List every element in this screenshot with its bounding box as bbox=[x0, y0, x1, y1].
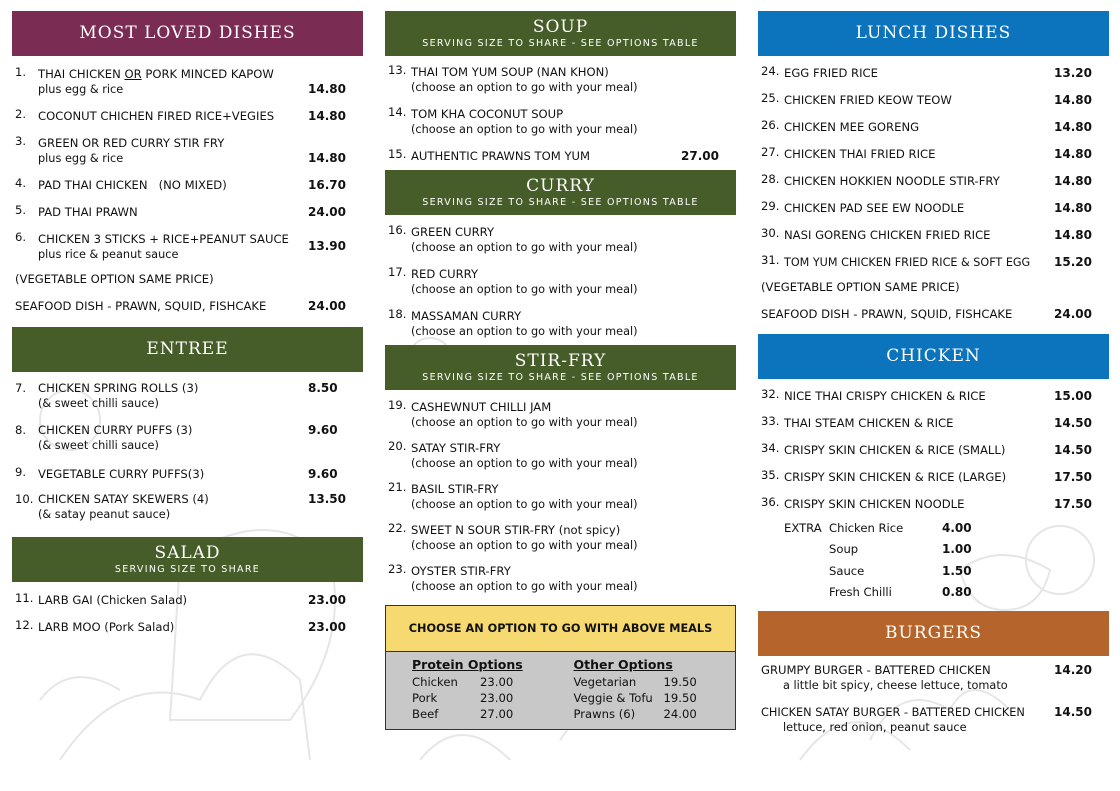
item-price: 14.80 bbox=[1054, 120, 1092, 134]
option-name: Vegetarian bbox=[573, 675, 637, 689]
option-price: 27.00 bbox=[480, 707, 514, 721]
item-desc: (choose an option to go with your meal) bbox=[411, 283, 638, 296]
burgers-header bbox=[758, 611, 1109, 656]
menu-item bbox=[388, 521, 733, 553]
menu-item bbox=[388, 398, 733, 430]
menu-item bbox=[15, 381, 360, 413]
item-desc: (& sweet chilli sauce) bbox=[38, 439, 159, 452]
item-desc: a little bit spicy, cheese lettuce, tomato bbox=[783, 679, 1008, 692]
seafood-note bbox=[758, 307, 1109, 324]
extra-price: 1.50 bbox=[942, 563, 972, 578]
item-number: 22. bbox=[388, 521, 407, 535]
menu-item bbox=[388, 439, 733, 471]
item-name: CHICKEN CURRY PUFFS (3) bbox=[38, 423, 193, 437]
menu-item bbox=[761, 199, 1106, 216]
note-text: (VEGETABLE OPTION SAME PRICE) bbox=[15, 272, 214, 286]
item-name: CHICKEN SATAY SKEWERS (4) bbox=[38, 492, 209, 506]
item-desc: (choose an option to go with your meal) bbox=[411, 241, 638, 254]
protein-options bbox=[412, 657, 574, 729]
menu-item bbox=[388, 105, 733, 137]
option-price: 23.00 bbox=[480, 691, 514, 705]
extra-label: EXTRA bbox=[784, 520, 822, 535]
option-name: Prawns (6) bbox=[573, 707, 636, 721]
item-number: 30. bbox=[761, 226, 780, 240]
section-title: BURGERS bbox=[884, 623, 983, 643]
item-name: MASSAMAN CURRY bbox=[411, 309, 522, 323]
menu-item bbox=[15, 134, 360, 166]
section-title: STIR-FRY bbox=[514, 350, 607, 371]
note-text: SEAFOOD DISH - PRAWN, SQUID, FISHCAKE bbox=[761, 307, 1013, 321]
item-price: 14.50 bbox=[1054, 443, 1092, 457]
column-left bbox=[12, 11, 363, 635]
option-row bbox=[412, 690, 574, 706]
item-name: THAI STEAM CHICKEN & RICE bbox=[784, 416, 954, 430]
item-name: SWEET N SOUR STIR-FRY (not spicy) bbox=[411, 523, 621, 537]
option-name: Chicken bbox=[412, 675, 458, 689]
item-number: 19. bbox=[388, 398, 407, 412]
section-subtitle: SERVING SIZE TO SHARE - SEE OPTIONS TABLE bbox=[422, 196, 699, 208]
item-desc: (choose an option to go with your meal) bbox=[411, 580, 638, 593]
item-price: 13.50 bbox=[308, 492, 346, 506]
menu-item bbox=[761, 705, 1106, 737]
item-number: 23. bbox=[388, 562, 407, 576]
menu-item bbox=[761, 387, 1106, 404]
most-loved-header bbox=[12, 11, 363, 56]
menu-item bbox=[15, 107, 360, 124]
item-name: OYSTER STIR-FRY bbox=[411, 564, 511, 578]
item-name: PAD THAI CHICKEN (NO MIXED) bbox=[38, 178, 227, 192]
item-number: 29. bbox=[761, 199, 780, 213]
note-text: SEAFOOD DISH - PRAWN, SQUID, FISHCAKE bbox=[15, 299, 267, 313]
item-price: 15.20 bbox=[1054, 255, 1092, 269]
menu-item bbox=[761, 172, 1106, 189]
chicken-list bbox=[758, 379, 1109, 512]
item-number: 3. bbox=[15, 134, 27, 148]
menu-item bbox=[761, 118, 1106, 135]
extra-price: 1.00 bbox=[942, 542, 972, 557]
item-desc: (choose an option to go with your meal) bbox=[411, 416, 638, 429]
item-name: CRISPY SKIN CHICKEN & RICE (SMALL) bbox=[784, 443, 1006, 457]
menu-item bbox=[761, 91, 1106, 108]
other-options bbox=[574, 657, 736, 729]
menu-item bbox=[15, 591, 360, 608]
item-number: 31. bbox=[761, 253, 780, 267]
menu-item bbox=[15, 465, 360, 482]
menu-item bbox=[388, 307, 733, 339]
item-number: 33. bbox=[761, 414, 780, 428]
item-desc: lettuce, red onion, peanut sauce bbox=[783, 721, 967, 734]
section-subtitle: SERVING SIZE TO SHARE - SEE OPTIONS TABLE bbox=[422, 37, 699, 49]
item-name: THAI CHICKEN OR PORK MINCED KAPOW bbox=[38, 67, 274, 81]
menu-item bbox=[388, 480, 733, 512]
entree-list bbox=[12, 372, 363, 524]
entree-header bbox=[12, 327, 363, 372]
item-number: 4. bbox=[15, 176, 27, 190]
item-name: CHICKEN SATAY BURGER - BATTERED CHICKEN bbox=[761, 706, 1025, 719]
item-name: GREEN OR RED CURRY STIR FRY bbox=[38, 136, 225, 150]
soup-list bbox=[385, 56, 736, 164]
item-desc: (choose an option to go with your meal) bbox=[411, 325, 638, 338]
menu-item bbox=[15, 65, 360, 97]
item-price: 15.00 bbox=[1054, 389, 1092, 403]
item-price: 14.80 bbox=[308, 151, 346, 165]
option-price: 23.00 bbox=[480, 675, 514, 689]
item-name: CHICKEN HOKKIEN NOODLE STIR-FRY bbox=[784, 174, 1000, 188]
item-price: 14.80 bbox=[1054, 228, 1092, 242]
other-options-title: Other Options bbox=[573, 657, 673, 672]
extra-row bbox=[784, 582, 1109, 604]
item-number: 27. bbox=[761, 145, 780, 159]
menu-item bbox=[388, 147, 733, 164]
item-name: CHICKEN FRIED KEOW TEOW bbox=[784, 93, 952, 107]
menu-item bbox=[761, 253, 1106, 270]
salad-list bbox=[12, 582, 363, 635]
item-desc: plus egg & rice bbox=[38, 83, 124, 96]
item-price: 13.90 bbox=[308, 238, 346, 253]
options-body bbox=[386, 652, 735, 729]
item-number: 2. bbox=[15, 107, 27, 121]
menu-item bbox=[761, 226, 1106, 243]
item-price: 14.50 bbox=[1054, 416, 1092, 430]
menu-item bbox=[15, 230, 360, 262]
extra-row bbox=[784, 539, 1109, 561]
item-price: 23.00 bbox=[308, 593, 346, 607]
option-row bbox=[574, 674, 736, 690]
menu-item bbox=[15, 618, 360, 635]
options-header: CHOOSE AN OPTION TO GO WITH ABOVE MEALS bbox=[386, 606, 735, 652]
menu-item bbox=[388, 223, 733, 255]
item-name: AUTHENTIC PRAWNS TOM YUM bbox=[411, 149, 591, 163]
option-name: Veggie & Tofu bbox=[573, 691, 653, 705]
option-row bbox=[412, 706, 574, 722]
item-number: 6. bbox=[15, 230, 27, 244]
item-price: 24.00 bbox=[308, 205, 346, 219]
item-desc: plus rice & peanut sauce bbox=[38, 248, 179, 261]
item-name: NICE THAI CRISPY CHICKEN & RICE bbox=[784, 389, 986, 403]
item-desc: (choose an option to go with your meal) bbox=[411, 498, 638, 511]
item-price: 9.60 bbox=[308, 467, 338, 481]
column-middle bbox=[385, 11, 736, 594]
column-right bbox=[758, 11, 1109, 737]
item-name: BASIL STIR-FRY bbox=[411, 482, 499, 496]
item-price: 14.80 bbox=[308, 82, 346, 96]
menu-item bbox=[15, 423, 360, 455]
item-desc: (choose an option to go with your meal) bbox=[411, 539, 638, 552]
salad-header bbox=[12, 537, 363, 582]
menu-item bbox=[388, 562, 733, 594]
item-name: PAD THAI PRAWN bbox=[38, 205, 138, 219]
section-title: ENTREE bbox=[146, 339, 229, 359]
item-price: 14.80 bbox=[1054, 201, 1092, 215]
item-desc: plus egg & rice bbox=[38, 152, 124, 165]
extra-row bbox=[784, 517, 1109, 539]
item-name: NASI GORENG CHICKEN FRIED RICE bbox=[784, 228, 991, 242]
item-number: 10. bbox=[15, 492, 34, 506]
most-loved-list bbox=[12, 56, 363, 262]
chicken-header bbox=[758, 334, 1109, 379]
item-name: CHICKEN THAI FRIED RICE bbox=[784, 147, 936, 161]
menu-item bbox=[388, 63, 733, 95]
item-price: 8.50 bbox=[308, 381, 338, 395]
menu-item bbox=[15, 176, 360, 193]
soup-header bbox=[385, 11, 736, 56]
item-price: 14.50 bbox=[1054, 705, 1092, 719]
stirfry-list bbox=[385, 390, 736, 594]
item-name: VEGETABLE CURRY PUFFS(3) bbox=[38, 467, 205, 481]
burgers-list bbox=[758, 656, 1109, 737]
section-title: MOST LOVED DISHES bbox=[79, 23, 296, 43]
option-price: 19.50 bbox=[663, 675, 697, 689]
item-number: 24. bbox=[761, 64, 780, 78]
item-number: 7. bbox=[15, 381, 27, 395]
item-number: 32. bbox=[761, 387, 780, 401]
note-price: 24.00 bbox=[1054, 307, 1092, 321]
extra-name: Sauce bbox=[829, 563, 865, 578]
item-number: 8. bbox=[15, 423, 27, 437]
menu-item bbox=[388, 265, 733, 297]
item-number: 26. bbox=[761, 118, 780, 132]
menu-item bbox=[15, 203, 360, 220]
item-number: 18. bbox=[388, 307, 407, 321]
item-name: EGG FRIED RICE bbox=[784, 66, 878, 80]
option-row bbox=[412, 674, 574, 690]
item-price: 9.60 bbox=[308, 423, 338, 437]
item-name: CRISPY SKIN CHICKEN NOODLE bbox=[784, 497, 965, 511]
item-price: 27.00 bbox=[681, 149, 719, 163]
section-subtitle: SERVING SIZE TO SHARE - SEE OPTIONS TABLE bbox=[422, 371, 699, 383]
stirfry-header bbox=[385, 345, 736, 390]
option-name: Beef bbox=[412, 707, 439, 721]
section-title: SALAD bbox=[154, 542, 221, 563]
item-number: 16. bbox=[388, 223, 407, 237]
item-number: 13. bbox=[388, 63, 407, 77]
menu-item bbox=[761, 495, 1106, 512]
item-name: GREEN CURRY bbox=[411, 225, 495, 239]
option-row bbox=[574, 690, 736, 706]
extra-row bbox=[784, 560, 1109, 582]
item-name: CASHEWNUT CHILLI JAM bbox=[411, 400, 552, 414]
item-name: GRUMPY BURGER - BATTERED CHICKEN bbox=[761, 663, 991, 677]
menu-item bbox=[761, 468, 1106, 485]
item-price: 17.50 bbox=[1054, 470, 1092, 484]
section-title: SOUP bbox=[532, 16, 589, 37]
note bbox=[12, 272, 363, 289]
item-desc: (choose an option to go with your meal) bbox=[411, 81, 638, 94]
item-desc: (choose an option to go with your meal) bbox=[411, 123, 638, 136]
item-name: TOM KHA COCONUT SOUP bbox=[411, 107, 564, 121]
curry-header bbox=[385, 170, 736, 215]
item-price: 14.80 bbox=[1054, 147, 1092, 161]
option-price: 24.00 bbox=[663, 707, 697, 721]
item-number: 5. bbox=[15, 203, 27, 217]
menu-item bbox=[761, 441, 1106, 458]
item-desc: (& satay peanut sauce) bbox=[38, 508, 171, 521]
item-price: 16.70 bbox=[308, 178, 346, 192]
item-number: 20. bbox=[388, 439, 407, 453]
item-price: 23.00 bbox=[308, 620, 346, 634]
item-price: 14.80 bbox=[308, 109, 346, 123]
extra-name: Chicken Rice bbox=[829, 520, 904, 535]
item-number: 36. bbox=[761, 495, 780, 509]
item-number: 17. bbox=[388, 265, 407, 279]
item-name: RED CURRY bbox=[411, 267, 479, 281]
option-name: Pork bbox=[412, 691, 438, 705]
option-row bbox=[574, 706, 736, 722]
curry-list bbox=[385, 215, 736, 339]
section-subtitle: SERVING SIZE TO SHARE bbox=[114, 563, 261, 575]
note-price: 24.00 bbox=[308, 299, 346, 313]
item-name: TOM YUM CHICKEN FRIED RICE & SOFT EGG bbox=[784, 256, 1031, 269]
item-name: THAI TOM YUM SOUP (NAN KHON) bbox=[411, 65, 609, 79]
extra-price: 4.00 bbox=[942, 520, 972, 535]
item-number: 35. bbox=[761, 468, 780, 482]
item-number: 15. bbox=[388, 147, 407, 161]
item-name: CHICKEN SPRING ROLLS (3) bbox=[38, 381, 199, 395]
extra-name: Soup bbox=[829, 542, 859, 557]
item-price: 14.80 bbox=[1054, 174, 1092, 188]
section-title: CHICKEN bbox=[886, 346, 981, 366]
item-name: COCONUT CHICHEN FIRED RICE+VEGIES bbox=[38, 109, 275, 123]
item-number: 28. bbox=[761, 172, 780, 186]
item-number: 34. bbox=[761, 441, 780, 455]
item-price: 14.80 bbox=[1054, 93, 1092, 107]
lunch-header bbox=[758, 11, 1109, 56]
protein-options-title: Protein Options bbox=[412, 657, 523, 672]
extra-name: Fresh Chilli bbox=[829, 585, 892, 600]
item-number: 21. bbox=[388, 480, 407, 494]
item-desc: (& sweet chilli sauce) bbox=[38, 397, 159, 410]
item-number: 14. bbox=[388, 105, 407, 119]
item-name: CHICKEN MEE GORENG bbox=[784, 120, 920, 134]
section-title: CURRY bbox=[526, 175, 595, 196]
menu-item bbox=[761, 414, 1106, 431]
chicken-extras bbox=[758, 517, 1109, 603]
item-name: CHICKEN 3 STICKS + RICE+PEANUT SAUCE bbox=[38, 232, 289, 246]
extra-price: 0.80 bbox=[942, 585, 972, 600]
menu-item bbox=[15, 492, 360, 524]
menu-item bbox=[761, 663, 1106, 695]
note-text: (VEGETABLE OPTION SAME PRICE) bbox=[761, 280, 960, 294]
item-number: 12. bbox=[15, 618, 34, 632]
lunch-list bbox=[758, 56, 1109, 270]
item-number: 11. bbox=[15, 591, 34, 605]
item-name: CHICKEN PAD SEE EW NOODLE bbox=[784, 201, 965, 215]
item-price: 17.50 bbox=[1054, 497, 1092, 511]
item-name: SATAY STIR-FRY bbox=[411, 441, 501, 455]
item-number: 1. bbox=[15, 65, 27, 79]
item-name: LARB MOO (Pork Salad) bbox=[38, 620, 175, 634]
section-title: LUNCH DISHES bbox=[855, 23, 1012, 43]
item-name: CRISPY SKIN CHICKEN & RICE (LARGE) bbox=[784, 470, 1007, 484]
note bbox=[758, 280, 1109, 297]
options-table bbox=[385, 605, 736, 730]
menu-item bbox=[761, 64, 1106, 81]
item-number: 9. bbox=[15, 465, 27, 479]
item-number: 25. bbox=[761, 91, 780, 105]
seafood-note bbox=[12, 299, 363, 316]
item-price: 14.20 bbox=[1054, 663, 1092, 677]
menu-item bbox=[761, 145, 1106, 162]
item-desc: (choose an option to go with your meal) bbox=[411, 457, 638, 470]
item-name: LARB GAI (Chicken Salad) bbox=[38, 593, 188, 607]
item-price: 13.20 bbox=[1054, 66, 1092, 80]
option-price: 19.50 bbox=[663, 691, 697, 705]
